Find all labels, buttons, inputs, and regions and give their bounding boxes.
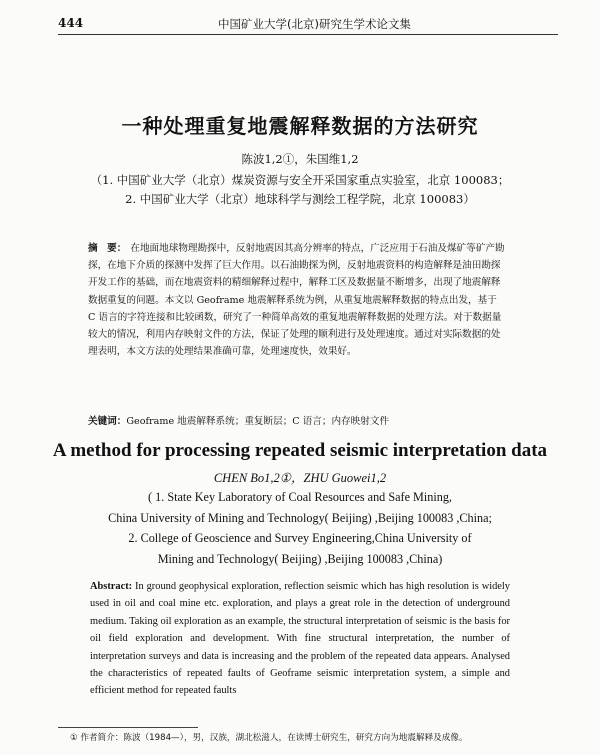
chinese-abstract-text: 在地面地球物理勘探中，反射地震因其高分辨率的特点，广泛应用于石油及煤矿等矿产勘探，在地下介质的探测中发挥了巨大作用。以石油勘探为例，反射地震资料的构造解释是油田勘探开发工作的基础，而在地震资料的精细解释过程中，解释工区及数据量不断增多，出现了地震解释数据重复的问题。本文以 Geoframe 地震解释系统为例，从重复地震解释数据的特点出发，基于 C 语言的字符连接和比较函数，研究了一种简单高效的重复地震解释数据的处理方法。对于数据量较大的情况，利用内存映射文件的方法，保证了处理的顺利进行及处理速度。通过对实际数据的处理表明，本文方法的处理结果准确可靠，处理速度快，效果好。 [88,243,505,358]
english-abstract-label: Abstract: [90,581,133,592]
chinese-authors: 陈波1,2①，朱国维1,2 [241,152,359,166]
page-header [58,12,558,35]
english-authors: CHEN Bo1,2①，ZHU Guowei1,2 [213,471,387,485]
english-affiliation-line-1: ( 1. State Key Laboratory of Coal Resources and Safe Mining, [148,490,452,504]
english-affiliation-line-3: 2. College of Geoscience and Survey Engineering,China University of [128,531,472,545]
chinese-abstract [88,240,506,360]
chinese-abstract-label: 摘 要： [88,243,127,254]
chinese-keywords-text: Geoframe 地震解释系统；重复断层；C 语言；内存映射文件 [126,416,390,427]
footnote-divider [58,727,198,728]
english-abstract [90,578,510,700]
english-title: A method for processing repeated seismic interpretation data [52,440,548,461]
chinese-title: 一种处理重复地震解释数据的方法研究 [121,114,479,138]
chinese-keywords-label: 关键词： [88,416,127,427]
english-affiliation-line-4: Mining and Technology( Beijing) ,Beijing 100083 ,China) [157,552,443,566]
english-abstract-text: In ground geophysical exploration, reflection seismic which has high resolution is widely used in oil and coal mine etc. exploration, and plays a great role in the detection of underground medium. Taking oil exploration as an example, the structural interpretation of seismic is the basis for oil field exploration and development. With fine structural interpretation, the number of interpretation surveys and data is increasing and the problem of the repeated data appears. Analysed the characteristics of repeated faults of Geoframe seismic interpretation system, a simple and efficient method for repeated faults [90,581,510,697]
author-footnote: ① 作者简介：陈波（1984—），男，汉族，湖北松滋人，在读博士研究生，研究方向为地震解释及成像。 [70,733,468,743]
chinese-affiliation-1: （1. 中国矿业大学（北京）煤炭资源与安全开采国家重点实验室，北京 100083； [90,173,510,187]
english-affiliation-line-2: China University of Mining and Technology( Beijing) ,Beijing 100083 ,China; [108,511,492,525]
running-title: 中国矿业大学(北京)研究生学术论文集 [218,17,411,31]
page-number: 444 [58,16,84,30]
chinese-keywords [88,413,506,430]
chinese-affiliation-2: 2. 中国矿业大学（北京）地球科学与测绘工程学院，北京 100083） [125,192,475,206]
